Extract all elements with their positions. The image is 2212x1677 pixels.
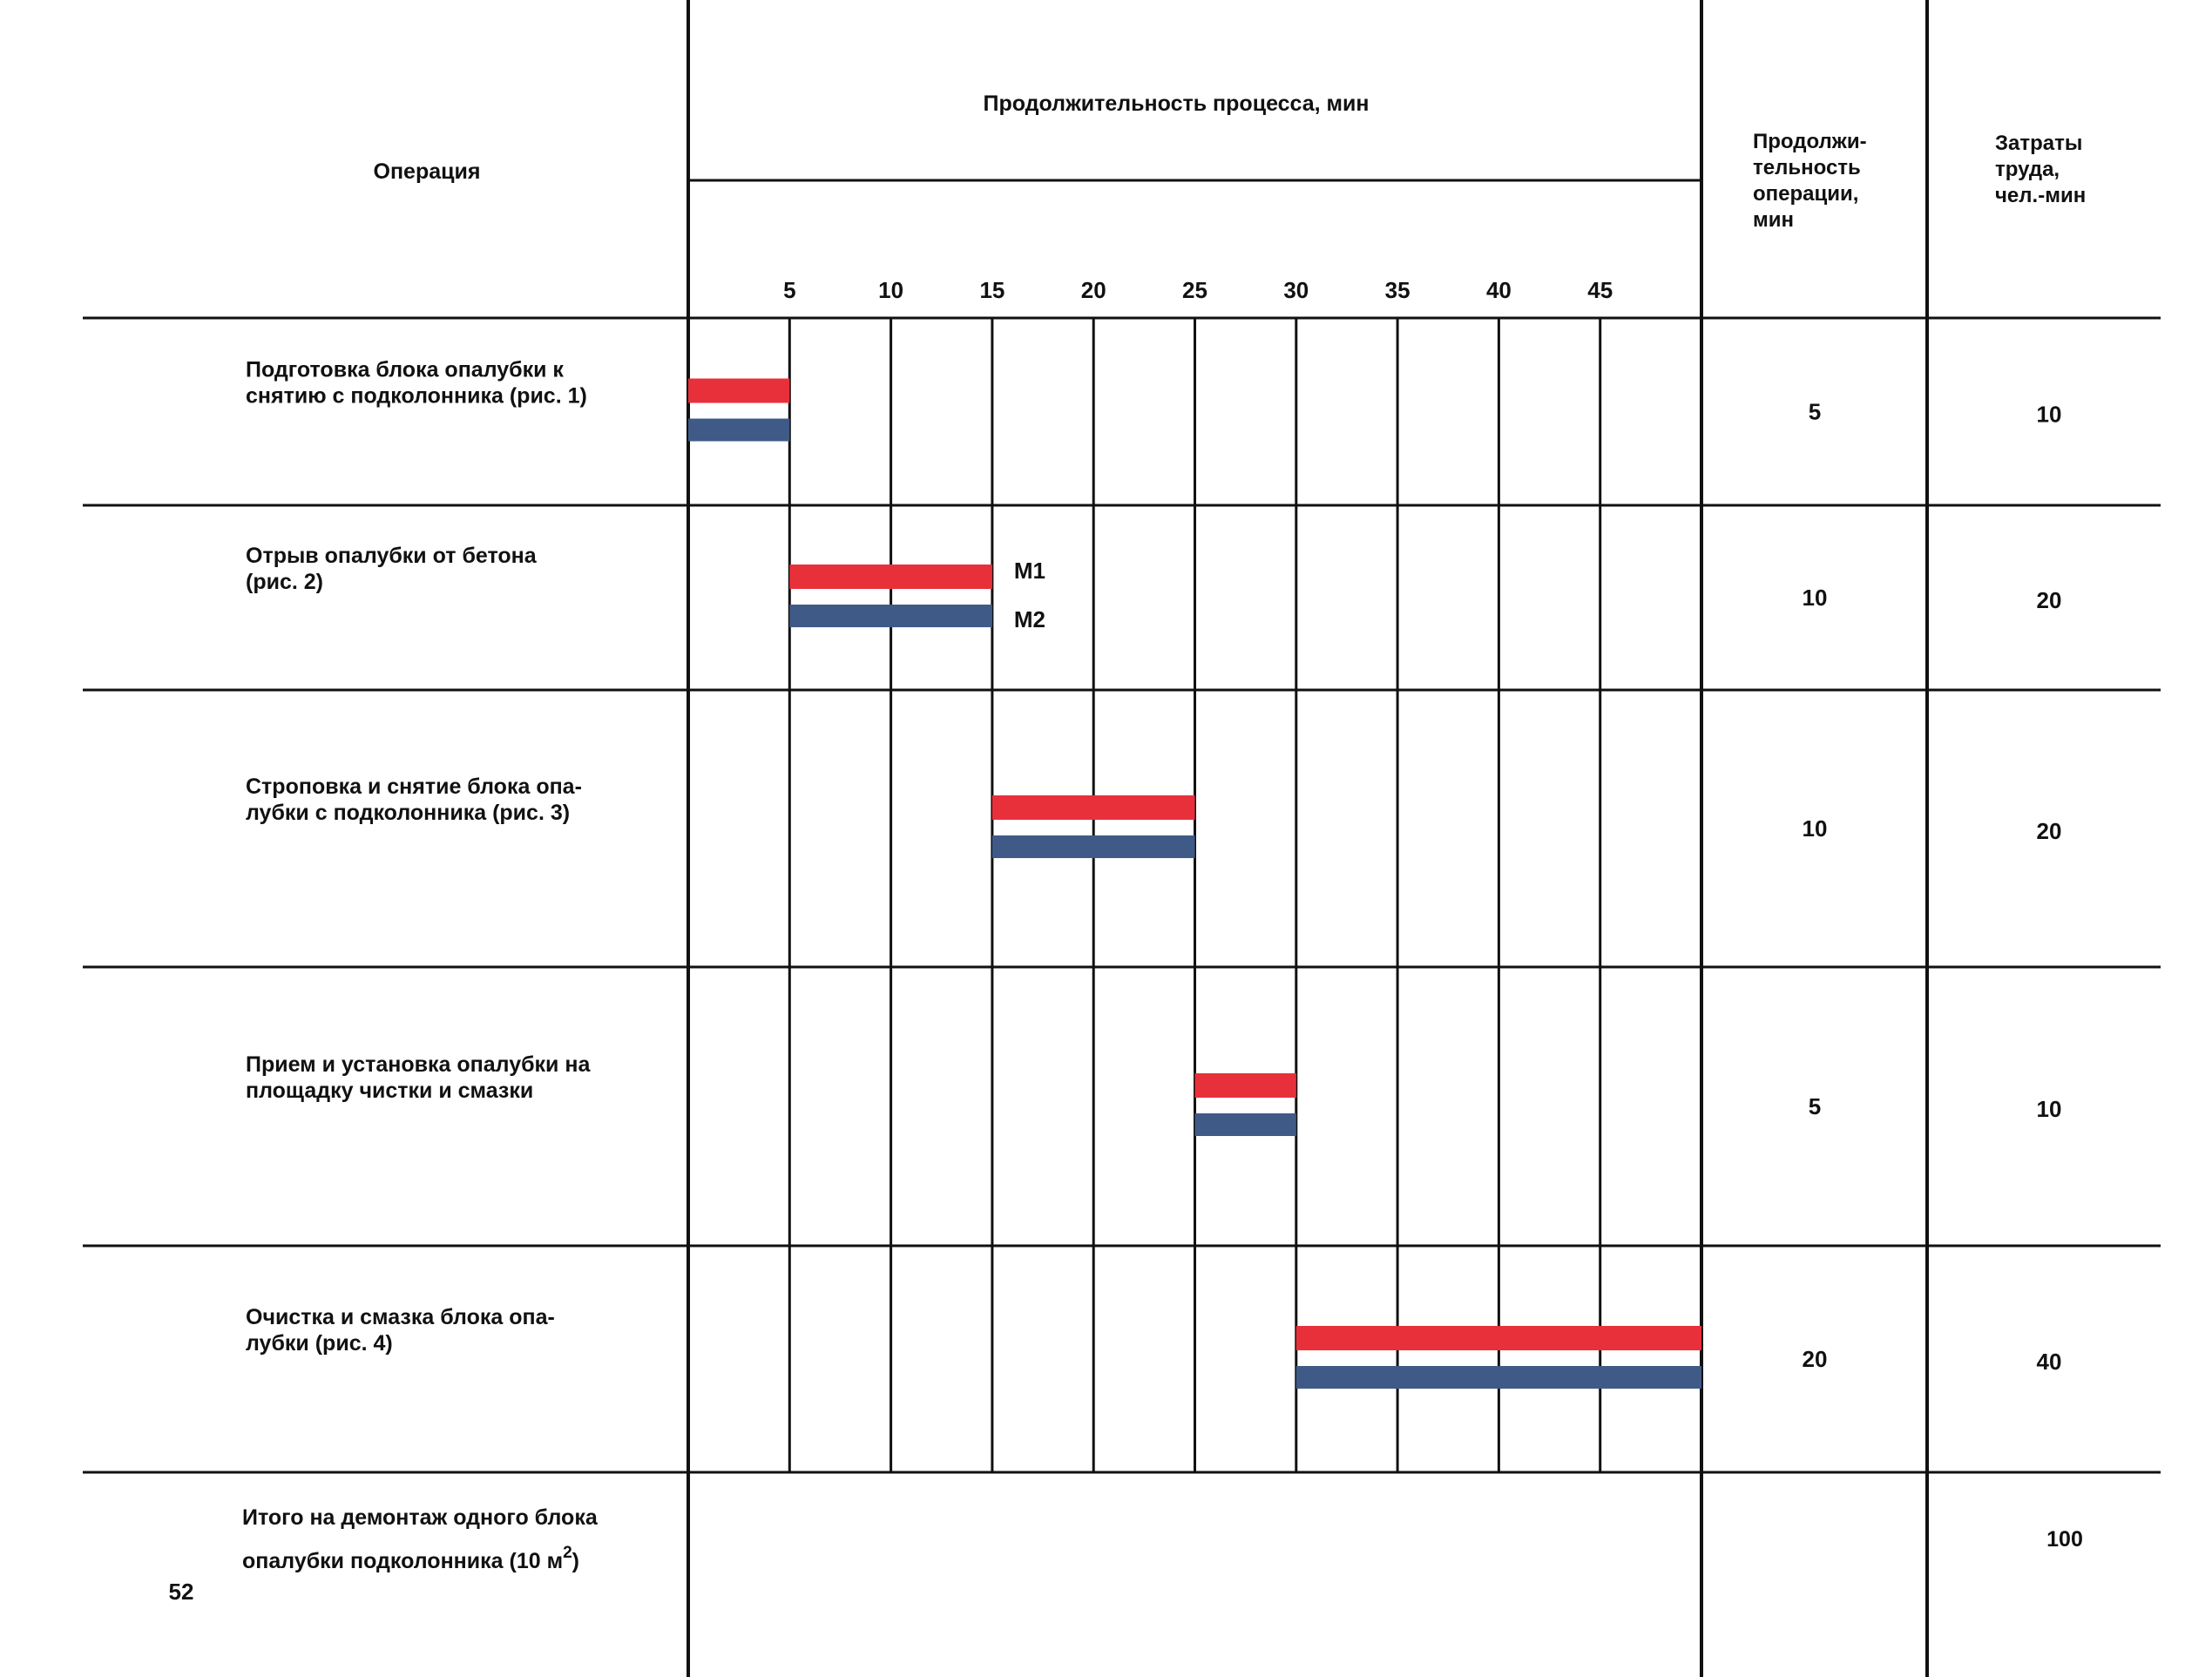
operation-duration-value: 10 [1802, 585, 1828, 611]
operation-label-line: Строповка и снятие блока опа- [246, 774, 582, 799]
x-tick-label-20: 20 [1080, 277, 1106, 303]
operation-label-line: Подготовка блока опалубки к [246, 357, 564, 382]
total-label-close: ) [572, 1549, 579, 1573]
operation-duration-value: 20 [1802, 1346, 1828, 1372]
series-label-m2: М2 [1013, 606, 1046, 632]
operation-duration-value: 5 [1808, 1093, 1822, 1119]
operation-duration-header-line: тельность [1753, 156, 1861, 179]
bar-m2 [1195, 1113, 1296, 1136]
labor-header-line: труда, [1995, 158, 2060, 181]
operation-duration-value: 5 [1808, 398, 1822, 425]
operation-label-line: (рис. 2) [246, 570, 323, 594]
x-tick-label-10: 10 [878, 277, 904, 303]
operation-label-line: снятию с подколонника (рис. 1) [246, 383, 587, 409]
total-label-line1: Итого на демонтаж одного блока [242, 1505, 598, 1530]
total-label-line2 [242, 1544, 579, 1573]
operation-label-line: лубки (рис. 4) [246, 1331, 393, 1356]
operation-label-line: Отрыв опалубки от бетона [246, 544, 537, 568]
operation-duration-header-line: мин [1753, 208, 1795, 232]
bar-m2 [1296, 1366, 1701, 1389]
operation-duration-header-line: Продолжи- [1753, 130, 1867, 153]
labor-header-line: чел.-мин [1995, 184, 2087, 207]
series-label-m1: М1 [1013, 558, 1046, 584]
operation-label-line: Очистка и смазка блока опа- [246, 1305, 555, 1329]
operation-duration-header-line: операции, [1753, 182, 1859, 206]
operation-header: Операция [373, 159, 481, 184]
bar-m1 [992, 795, 1195, 820]
total-label-superscript: 2 [563, 1544, 572, 1562]
bar-m2 [789, 605, 992, 627]
x-tick-label-30: 30 [1283, 277, 1309, 303]
total-label-text: опалубки подколонника (10 м [242, 1549, 564, 1573]
bar-m2 [992, 835, 1195, 858]
process-duration-header: Продолжительность процесса, мин [983, 91, 1370, 116]
operation-label-line: Прием и установка опалубки на [246, 1052, 591, 1077]
bar-m1 [688, 379, 789, 403]
operation-labor-value: 10 [2036, 1096, 2062, 1122]
text-layer [246, 277, 2061, 1375]
operation-labor-value: 40 [2036, 1349, 2062, 1375]
page-number: 52 [168, 1579, 194, 1605]
bar-m1 [1296, 1326, 1701, 1350]
bar-m1 [789, 565, 992, 589]
labor-header-line: Затраты [1995, 132, 2083, 155]
operation-labor-value: 10 [2036, 401, 2062, 428]
operation-label-line: площадку чистки и смазки [246, 1079, 534, 1103]
operation-labor-value: 20 [2036, 818, 2062, 844]
x-tick-label-35: 35 [1384, 277, 1410, 303]
operation-label-line: лубки с подколонника (рис. 3) [246, 801, 571, 825]
operation-duration-header [1753, 130, 1872, 232]
total-labor-value: 100 [2046, 1527, 2083, 1552]
x-tick-label-40: 40 [1485, 277, 1512, 303]
total-label [242, 1505, 599, 1530]
operation-duration-value: 10 [1802, 815, 1828, 842]
operation-labor-value: 20 [2036, 587, 2062, 613]
x-tick-label-45: 45 [1587, 277, 1613, 303]
x-tick-label-25: 25 [1182, 277, 1207, 303]
labor-header [1995, 132, 2088, 207]
x-tick-label-5: 5 [783, 277, 796, 303]
x-tick-label-15: 15 [979, 277, 1005, 303]
bar-m2 [688, 419, 789, 442]
bar-m1 [1195, 1073, 1296, 1098]
